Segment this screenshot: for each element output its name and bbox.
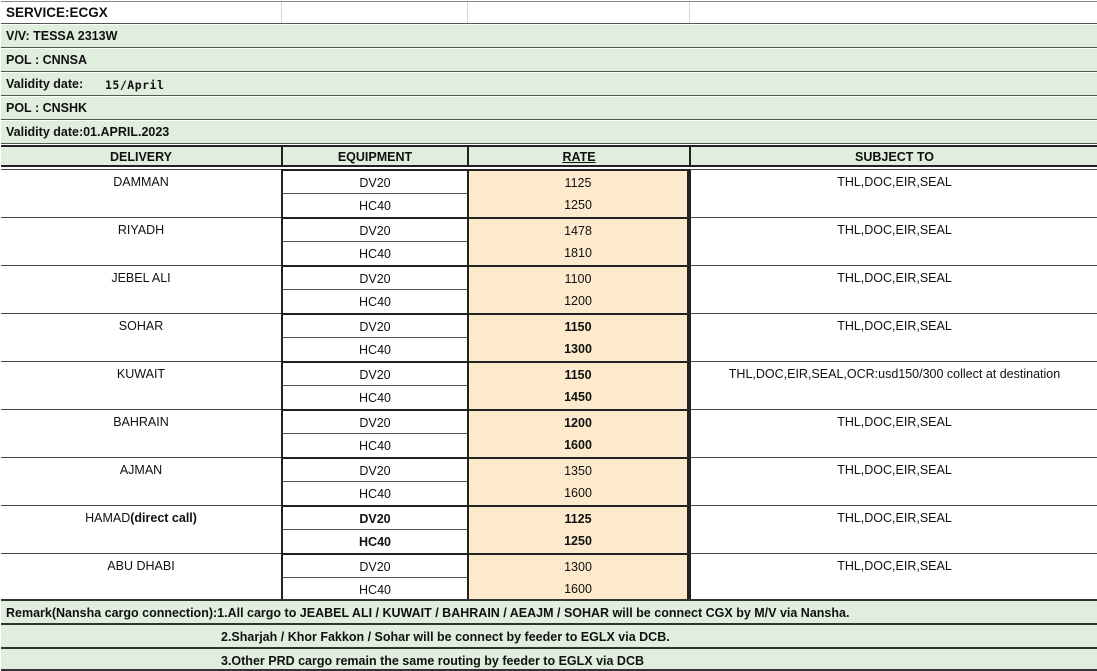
subject-cell: THL,DOC,EIR,SEAL: [689, 265, 1097, 289]
delivery-cell: [1, 385, 281, 409]
pol-cnshk-row: [1, 97, 1097, 120]
pol-cnnsa-label: POL : CNNSA: [6, 53, 88, 67]
subject-cell: [689, 529, 1097, 553]
delivery-header: DELIVERY: [109, 150, 173, 164]
delivery-cell: [1, 577, 281, 601]
delivery-note: (direct call): [130, 511, 197, 525]
subject-cell: [689, 193, 1097, 217]
equipment-cell: DV20: [281, 265, 467, 289]
delivery-cell: SOHAR: [1, 313, 281, 337]
delivery-cell: [1, 241, 281, 265]
rate-sheet: [1, 1, 1097, 671]
remark-row-2: [1, 623, 1097, 647]
subject-cell: [689, 289, 1097, 313]
grid-line: [281, 2, 282, 23]
remark-2: 2.Sharjah / Khor Fakkon / Sohar will be connect by feeder to EGLX via DCB.: [221, 630, 670, 644]
equipment-cell: DV20: [281, 457, 467, 481]
subject-cell: THL,DOC,EIR,SEAL: [689, 313, 1097, 337]
delivery-cell: JEBEL ALI: [1, 265, 281, 289]
table-row: [1, 217, 1097, 241]
table-row: [1, 457, 1097, 481]
equipment-cell: DV20: [281, 553, 467, 577]
delivery-cell: [1, 289, 281, 313]
equipment-cell: DV20: [281, 217, 467, 241]
equipment-header: EQUIPMENT: [281, 147, 467, 165]
table-row: [1, 169, 1097, 193]
table-row: [1, 433, 1097, 457]
remark-row-3: [1, 647, 1097, 671]
delivery-cell: [1, 481, 281, 505]
delivery-cell: DAMMAN: [1, 169, 281, 193]
remark-1: Remark(Nansha cargo connection):1.All cargo to JEABEL ALI / KUWAIT / BAHRAIN / AEAJM / SOHAR will be connect CGX by M/V via Nansha.: [6, 606, 850, 620]
rate-cell: 1250: [467, 193, 689, 217]
delivery-cell: [1, 529, 281, 553]
subject-header: SUBJECT TO: [689, 147, 1097, 165]
subject-cell: [689, 481, 1097, 505]
vessel-row: [1, 25, 1097, 48]
subject-cell: THL,DOC,EIR,SEAL,OCR:usd150/300 collect at destination: [689, 361, 1097, 385]
table-row: [1, 265, 1097, 289]
validity-label: Validity date:: [6, 77, 84, 91]
rate-header: RATE: [467, 147, 689, 165]
delivery-cell: [1, 193, 281, 217]
table-row: [1, 193, 1097, 217]
delivery-cell: KUWAIT: [1, 361, 281, 385]
rate-cell: 1150: [467, 313, 689, 337]
equipment-cell: DV20: [281, 313, 467, 337]
delivery-cell: [1, 337, 281, 361]
rate-cell: 1200: [467, 289, 689, 313]
subject-cell: THL,DOC,EIR,SEAL: [689, 169, 1097, 193]
equipment-cell: HC40: [281, 481, 467, 505]
subject-cell: THL,DOC,EIR,SEAL: [689, 553, 1097, 577]
rate-cell: 1100: [467, 265, 689, 289]
subject-cell: THL,DOC,EIR,SEAL: [689, 457, 1097, 481]
rate-cell: 1478: [467, 217, 689, 241]
subject-cell: [689, 385, 1097, 409]
delivery-cell: BAHRAIN: [1, 409, 281, 433]
remark-3: 3.Other PRD cargo remain the same routing by feeder to EGLX via DCB: [221, 654, 645, 668]
equipment-cell: HC40: [281, 433, 467, 457]
rate-cell: 1600: [467, 577, 689, 601]
equipment-cell: HC40: [281, 241, 467, 265]
subject-cell: THL,DOC,EIR,SEAL: [689, 217, 1097, 241]
rate-cell: 1450: [467, 385, 689, 409]
subject-cell: [689, 577, 1097, 601]
table-row: [1, 553, 1097, 577]
table-row: [1, 409, 1097, 433]
table-row: [1, 505, 1097, 529]
rate-cell: 1200: [467, 409, 689, 433]
subject-cell: THL,DOC,EIR,SEAL: [689, 505, 1097, 529]
validity-label-2: Validity date:01.APRIL.2023: [6, 125, 170, 139]
table-row: [1, 385, 1097, 409]
rate-cell: 1125: [467, 505, 689, 529]
subject-cell: THL,DOC,EIR,SEAL: [689, 409, 1097, 433]
equipment-cell: DV20: [281, 409, 467, 433]
rate-cell: 1125: [467, 169, 689, 193]
pol-cnshk-label: POL : CNSHK: [6, 101, 88, 115]
grid-line: [689, 2, 690, 23]
validity-row-1: [1, 73, 1097, 96]
delivery-cell: [1, 433, 281, 457]
remark-row-1: [1, 599, 1097, 623]
column-header-row: [1, 145, 1097, 167]
service-row: [1, 1, 1097, 24]
subject-cell: [689, 241, 1097, 265]
table-row: [1, 577, 1097, 601]
equipment-cell: DV20: [281, 169, 467, 193]
table-row: [1, 361, 1097, 385]
delivery-name: HAMAD: [85, 511, 131, 525]
rate-cell: 1300: [467, 553, 689, 577]
service-label: SERVICE:ECGX: [6, 5, 108, 20]
delivery-cell: RIYADH: [1, 217, 281, 241]
table-row: [1, 529, 1097, 553]
rate-cell: 1300: [467, 337, 689, 361]
delivery-cell: ABU DHABI: [1, 553, 281, 577]
rate-cell: 1250: [467, 529, 689, 553]
subject-cell: [689, 337, 1097, 361]
equipment-cell: HC40: [281, 529, 467, 553]
delivery-cell: [1, 505, 281, 529]
rate-cell: 1150: [467, 361, 689, 385]
table-row: [1, 289, 1097, 313]
table-row: [1, 241, 1097, 265]
grid-line: [467, 2, 468, 23]
equipment-cell: HC40: [281, 337, 467, 361]
equipment-cell: HC40: [281, 577, 467, 601]
equipment-cell: HC40: [281, 193, 467, 217]
validity-row-2: [1, 121, 1097, 144]
table-row: [1, 313, 1097, 337]
equipment-cell: HC40: [281, 385, 467, 409]
equipment-cell: DV20: [281, 361, 467, 385]
pol-cnnsa-row: [1, 49, 1097, 72]
rate-cell: 1600: [467, 433, 689, 457]
table-row: [1, 337, 1097, 361]
vessel-label: V/V: TESSA 2313W: [6, 29, 118, 43]
table-row: [1, 481, 1097, 505]
rate-cell: 1600: [467, 481, 689, 505]
equipment-cell: DV20: [281, 505, 467, 529]
rate-cell: 1810: [467, 241, 689, 265]
delivery-cell: AJMAN: [1, 457, 281, 481]
equipment-cell: HC40: [281, 289, 467, 313]
subject-cell: [689, 433, 1097, 457]
rate-cell: 1350: [467, 457, 689, 481]
validity-date-value: 15/April: [105, 78, 165, 92]
